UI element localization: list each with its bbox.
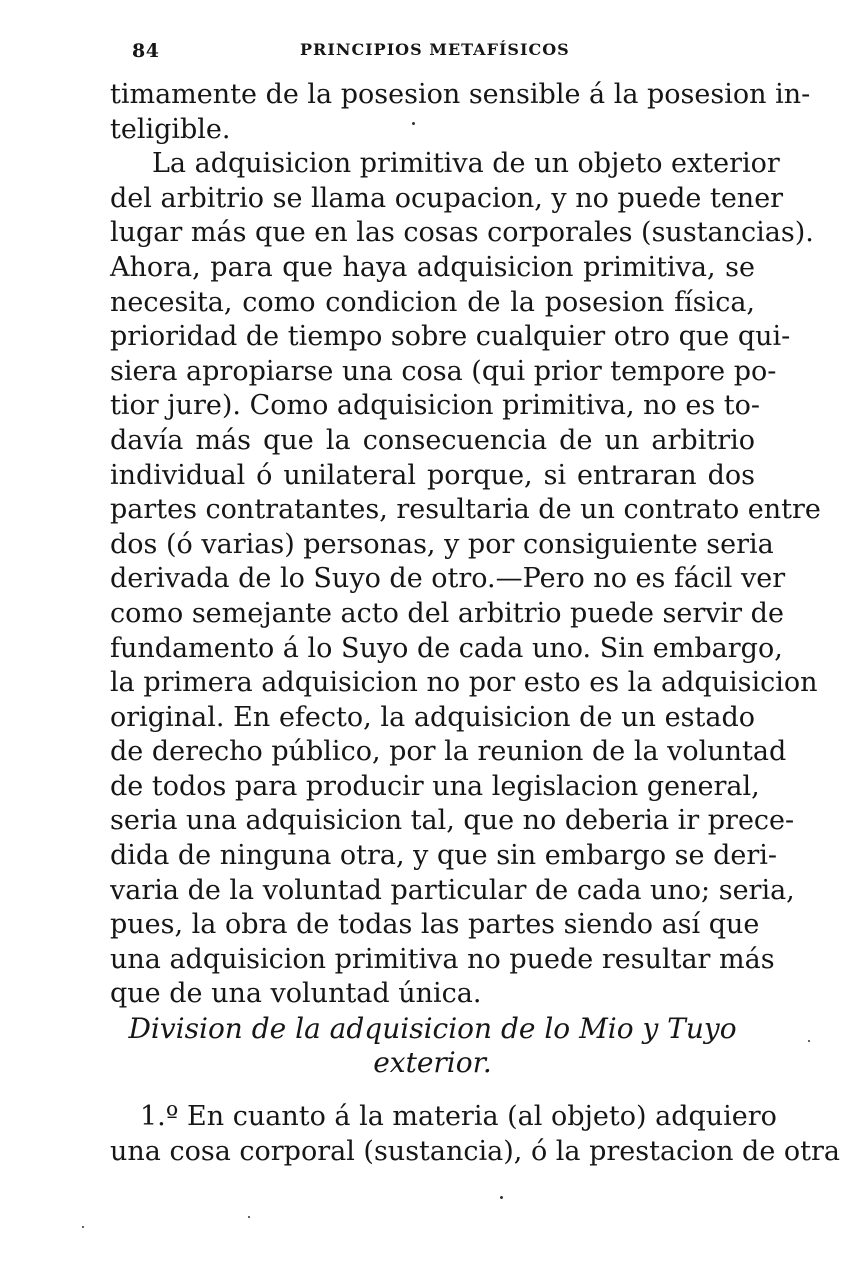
text-line: partes contratantes, resultaria de un contrato entre <box>110 494 821 526</box>
text-line: de todos para producir una legislacion general, <box>110 770 760 802</box>
print-speck <box>500 1196 503 1199</box>
print-speck <box>82 1226 84 1228</box>
text-line: seria una adquisicion tal, que no deberia ir prece- <box>110 805 795 837</box>
text-line: pues, la obra de todas las partes siendo así que <box>110 909 760 941</box>
text-line: La adquisicion primitiva de un objeto exterior <box>152 148 780 180</box>
text-line: del arbitrio se llama ocupacion, y no puede tener <box>110 182 784 214</box>
text-line: davía más que la consecuencia de un arbitrio <box>110 424 755 456</box>
text-line: una cosa corporal (sustancia), ó la prestacion de otra <box>110 1135 841 1167</box>
text-line: teligible. <box>110 113 231 145</box>
paragraph-continuation <box>110 78 811 147</box>
text-line: derivada de lo Suyo de otro.—Pero no es fácil ver <box>110 563 786 595</box>
text-line: que de una voluntad única. <box>110 978 482 1010</box>
page-number: 84 <box>132 40 160 62</box>
text-line: timamente de la posesion sensible á la posesion in- <box>110 79 811 110</box>
running-head <box>132 40 752 70</box>
text-line: fundamento á lo Suyo de cada uno. Sin embargo, <box>110 632 783 664</box>
text-line: necesita, como condicion de la posesion física, <box>110 286 755 318</box>
text-line: como semejante acto del arbitrio puede servir de <box>110 597 784 629</box>
text-line: tior jure). Como adquisicion primitiva, no es to- <box>110 390 761 422</box>
print-speck <box>248 1216 250 1218</box>
paragraph-adquisicion-primitiva <box>110 147 821 1012</box>
print-speck <box>808 1040 810 1042</box>
body-text <box>110 78 821 1012</box>
paragraph-division-materia <box>110 1100 841 1169</box>
section-heading <box>110 1012 755 1080</box>
text-line: una adquisicion primitiva no puede resultar más <box>110 943 775 975</box>
text-line: 1.º En cuanto á la materia (al objeto) adquiero <box>140 1101 777 1132</box>
text-line: dos (ó varias) personas, y por consiguiente seria <box>110 528 774 560</box>
text-line: siera apropiarse una cosa (qui prior tempore po- <box>110 355 777 387</box>
text-line: varia de la voluntad particular de cada uno; seria, <box>110 874 795 906</box>
text-line: dida de ninguna otra, y que sin embargo se deri- <box>110 840 778 872</box>
heading-line: exterior. <box>373 1046 492 1079</box>
print-speck <box>412 122 415 125</box>
text-line: de derecho público, por la reunion de la voluntad <box>110 736 787 768</box>
text-line: Ahora, para que haya adquisicion primitiva, se <box>110 251 755 283</box>
text-line: individual ó unilateral porque, si entraran dos <box>110 459 755 491</box>
heading-line: Division de la adquisicion de lo Mio y Tuyo <box>128 1012 737 1045</box>
text-line: original. En efecto, la adquisicion de un estado <box>110 701 755 733</box>
text-line: prioridad de tiempo sobre cualquier otro que qui- <box>110 321 791 353</box>
text-line: la primera adquisicion no por esto es la adquisicion <box>110 667 818 699</box>
running-title: PRINCIPIOS METAFÍSICOS <box>300 40 570 59</box>
text-line: lugar más que en las cosas corporales (sustancias). <box>110 217 814 249</box>
